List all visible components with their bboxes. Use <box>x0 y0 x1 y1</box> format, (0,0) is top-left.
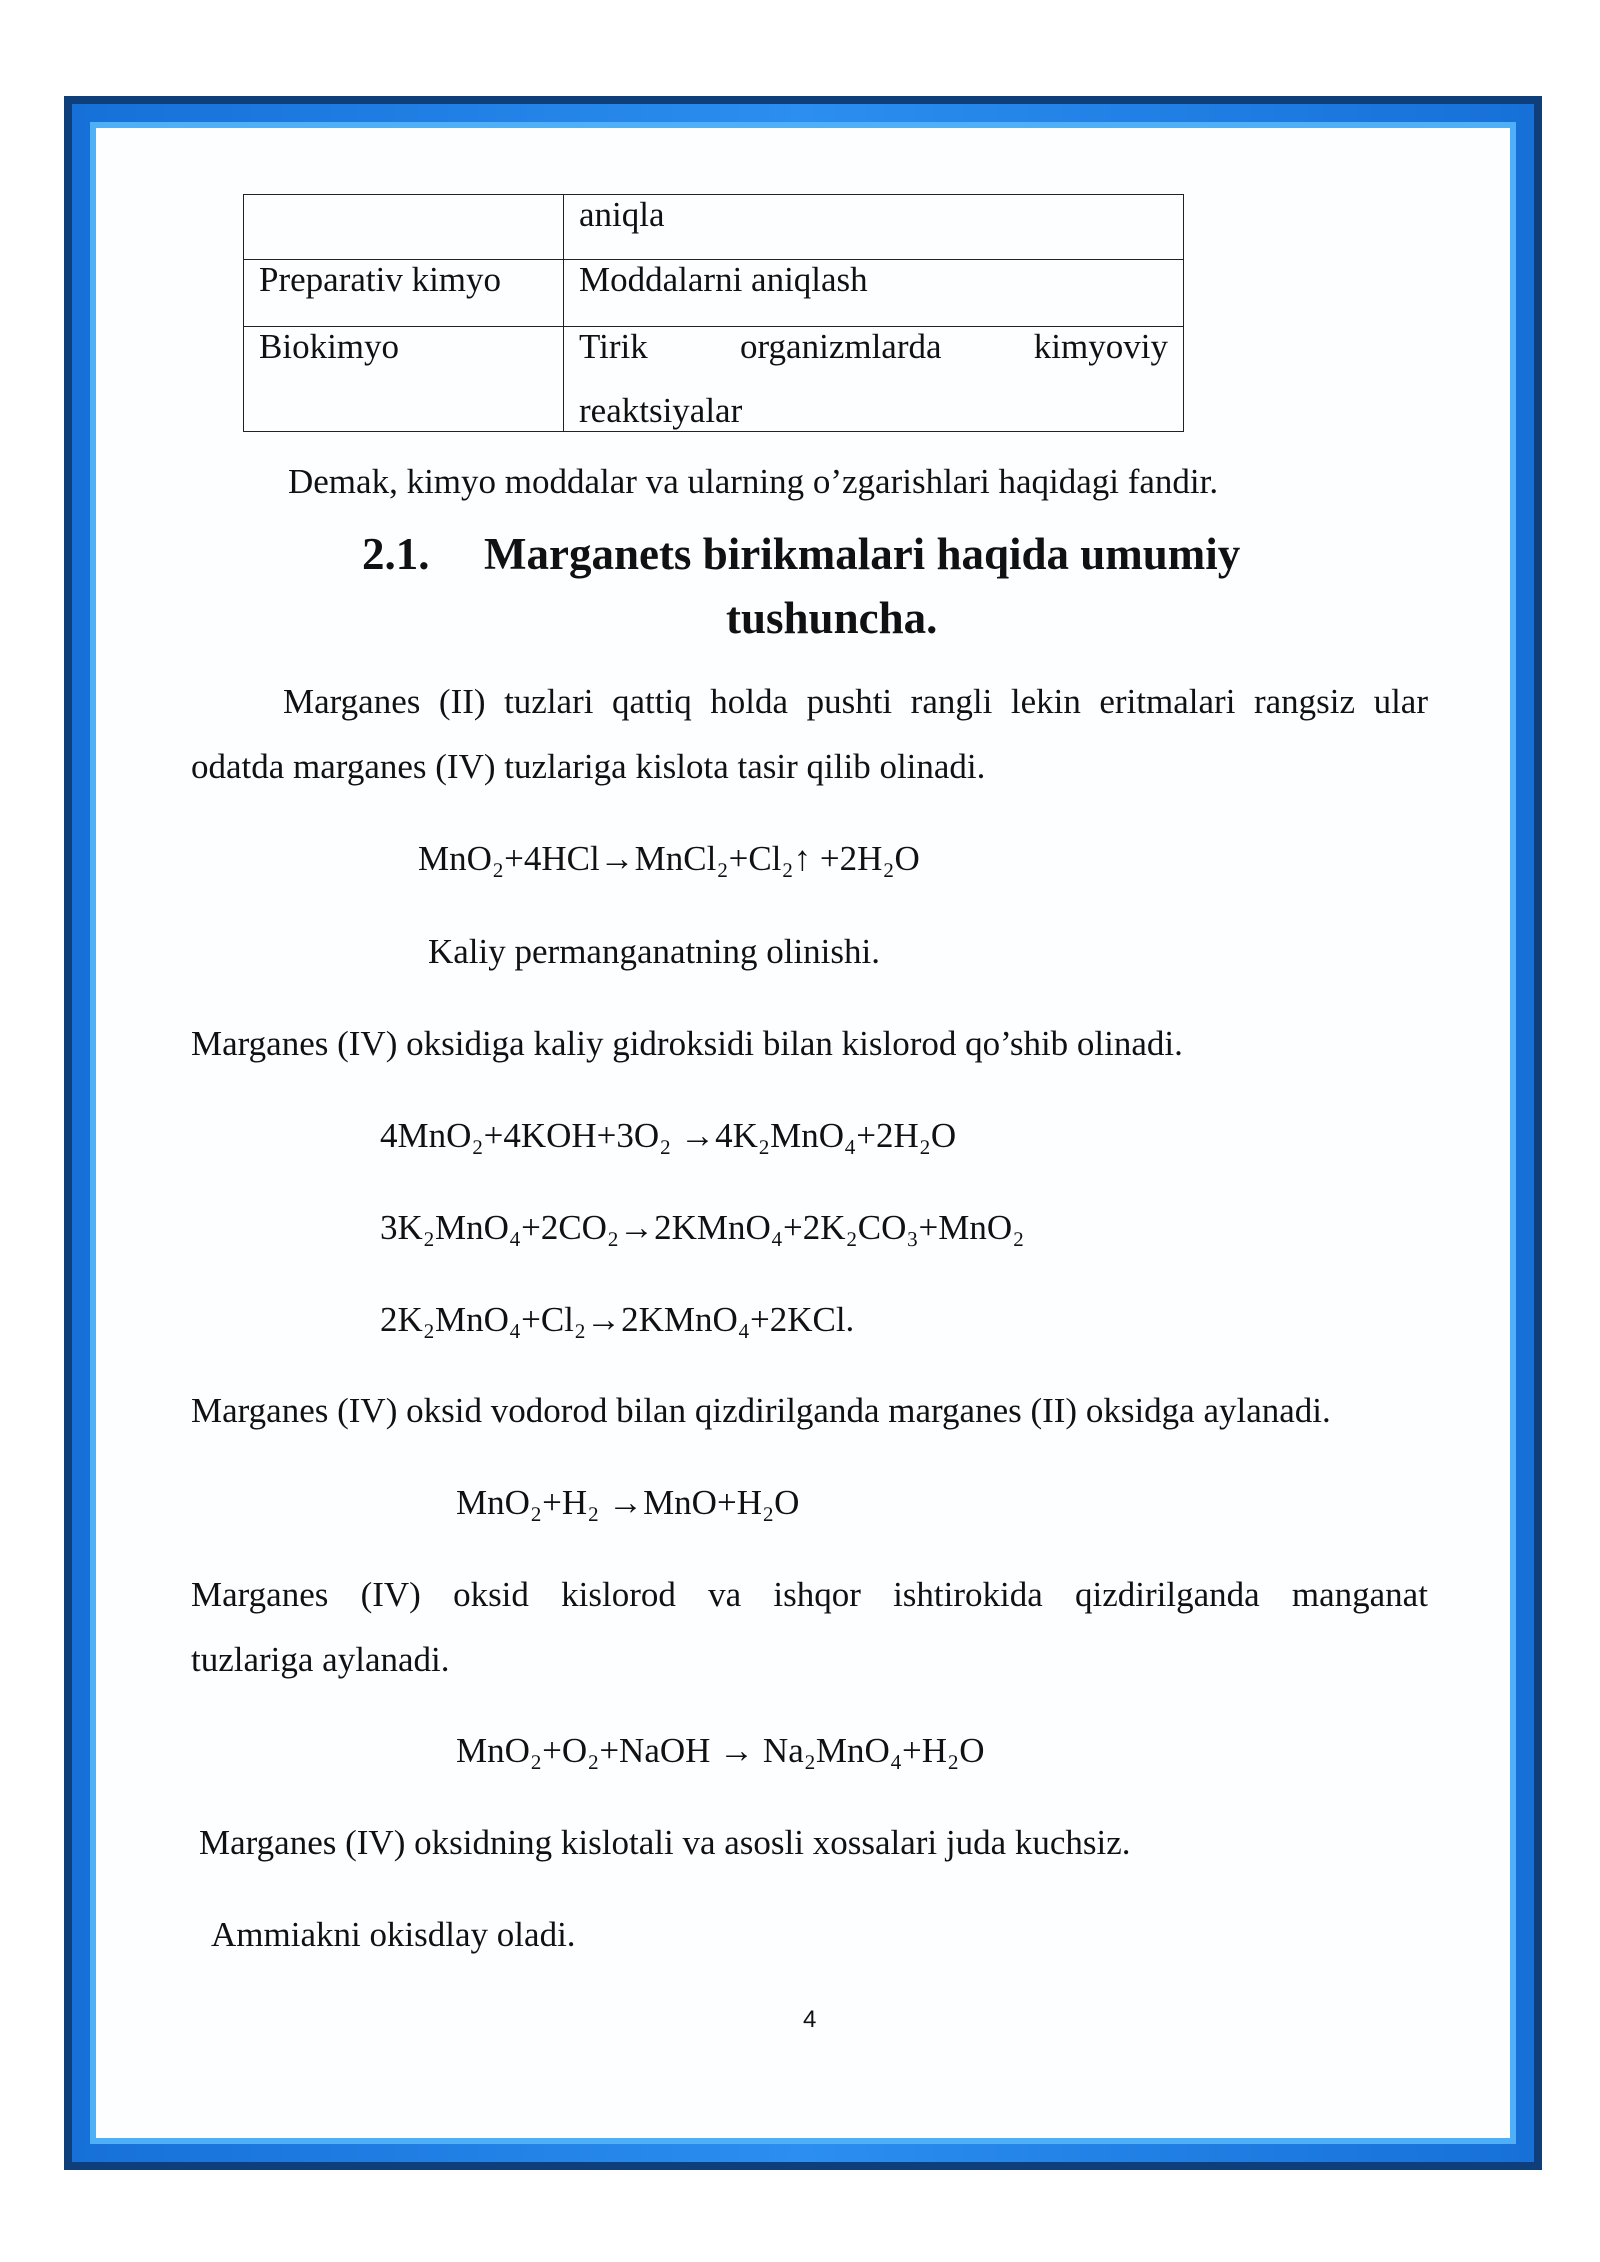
equation: 4MnO₂+4KOH+3O₂ →4K₂MnO₄+2H₂O <box>380 1116 957 1155</box>
paragraph-line: odatda marganes (IV) tuzlariga kislota tasir qilib olinadi. <box>191 747 986 786</box>
section-title-line1: Marganets birikmalari haqida umumiy <box>484 529 1241 579</box>
equation: 3K₂MnO₄+2CO₂→2KMnO₄+2K₂CO₃+MnO₂ <box>380 1208 1025 1247</box>
cell-line: reaktsiyalar <box>579 391 743 430</box>
word: manganat <box>1291 1575 1428 1614</box>
word: ishtirokida <box>893 1575 1043 1614</box>
paragraph: Marganes (IV) oksidning kislotali va asosli xossalari juda kuchsiz. <box>199 1823 1131 1862</box>
table-row <box>244 327 1184 432</box>
paragraph-line-justified <box>191 1575 1428 1615</box>
word: Tirik <box>579 327 648 366</box>
section-number: 2.1. <box>362 529 430 579</box>
word: kislorod <box>561 1575 676 1614</box>
table-cell: Preparativ kimyo <box>244 260 564 327</box>
word: Marganes <box>191 1575 329 1614</box>
table-cell: Moddalarni aniqlash <box>564 260 1184 327</box>
cell-line-justified <box>579 327 1168 367</box>
page-number: 4 <box>803 2006 817 2033</box>
word: organizmlarda <box>740 327 942 366</box>
table-row <box>244 195 1184 260</box>
word: oksid <box>453 1575 529 1614</box>
paragraph: Marganes (IV) oksid vodorod bilan qizdirilganda marganes (II) oksidga aylanadi. <box>191 1391 1331 1430</box>
paragraph-line: tuzlariga aylanadi. <box>191 1640 450 1679</box>
equation: 2K₂MnO₄+Cl₂→2KMnO₄+2KCl. <box>380 1300 855 1339</box>
paragraph: Marganes (IV) oksidiga kaliy gidroksidi bilan kislorod qo’shib olinadi. <box>191 1024 1183 1063</box>
word: qizdirilganda <box>1075 1575 1260 1614</box>
conclusion-sentence: Demak, kimyo moddalar va ularning o’zgarishlari haqidagi fandir. <box>288 462 1219 501</box>
equation: MnO₂+4HCl→MnCl₂+Cl₂↑ +2H₂O <box>418 839 920 878</box>
table-cell: Biokimyo <box>244 327 564 432</box>
word: va <box>708 1575 742 1614</box>
paragraph: Ammiakni okisdlay oladi. <box>211 1915 576 1954</box>
paragraph-line: Marganes (II) tuzlari qattiq holda pushti rangli lekin eritmalari rangsiz ular <box>283 682 1428 721</box>
equation: MnO₂+O₂+NaOH → Na₂MnO₄+H₂O <box>456 1731 985 1770</box>
word: kimyoviy <box>1033 327 1168 366</box>
subheading: Kaliy permanganatning olinishi. <box>428 932 880 971</box>
table-cell: aniqla <box>564 195 1184 260</box>
chemistry-branches-table <box>243 194 1184 432</box>
word: (IV) <box>360 1575 421 1614</box>
equation: MnO₂+H₂ →MnO+H₂O <box>456 1483 800 1522</box>
table-cell <box>244 195 564 260</box>
word: ishqor <box>773 1575 861 1614</box>
table-cell <box>564 327 1184 432</box>
table-row <box>244 260 1184 327</box>
section-title-line2: tushuncha. <box>726 593 938 643</box>
